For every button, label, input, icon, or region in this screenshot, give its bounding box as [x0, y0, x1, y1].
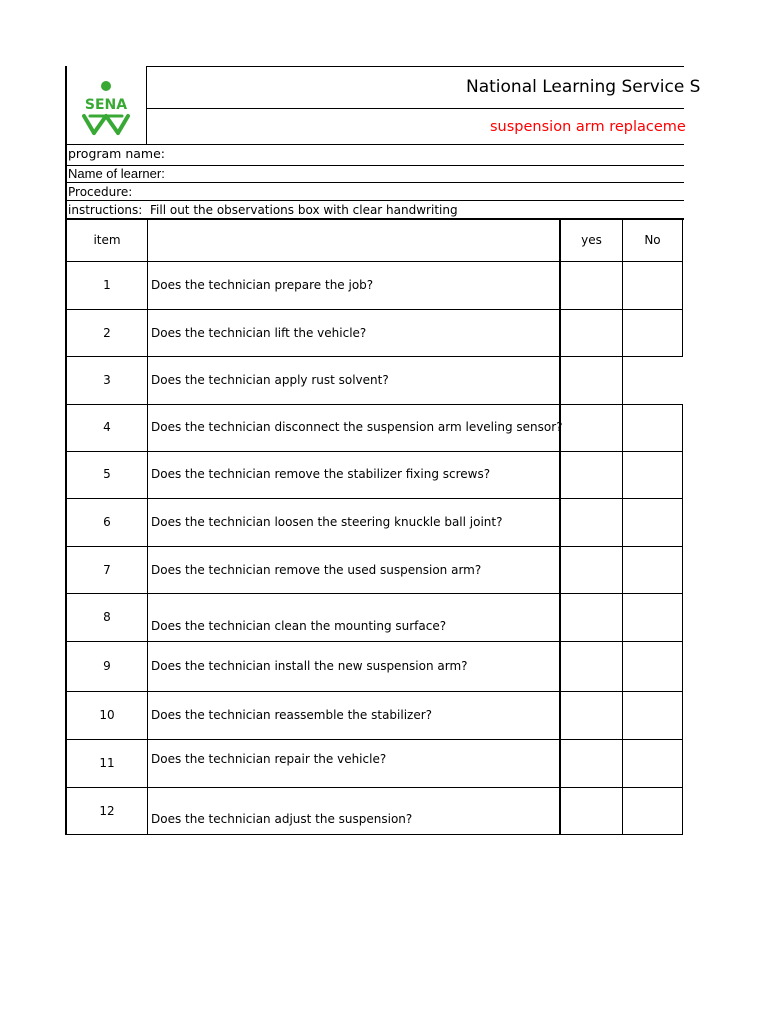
column-header-no: No	[644, 233, 661, 247]
title-divider	[146, 108, 684, 109]
row-yes-cell[interactable]	[561, 262, 622, 309]
row-yes-cell[interactable]	[561, 547, 622, 593]
row-no-cell[interactable]	[623, 594, 682, 641]
row-yes-cell[interactable]	[561, 692, 622, 739]
row-question: Does the technician loosen the steering knuckle ball joint?	[151, 515, 503, 529]
row-question: Does the technician disconnect the suspension arm leveling sensor?	[151, 420, 563, 434]
instructions-line	[65, 218, 684, 220]
sena-logo-icon	[76, 78, 136, 136]
row-line-12	[65, 834, 683, 835]
learner-line	[65, 182, 684, 183]
row-yes-cell[interactable]	[561, 357, 622, 404]
row-question: Does the technician reassemble the stabilizer?	[151, 708, 433, 722]
row-yes-cell[interactable]	[561, 594, 622, 641]
svg-text:SENA: SENA	[84, 97, 128, 113]
row-no-cell[interactable]	[623, 499, 682, 546]
row-item-number: 8	[103, 610, 111, 624]
row-yes-cell[interactable]	[561, 310, 622, 356]
row-question: Does the technician install the new suspension arm?	[151, 659, 468, 673]
row-no-cell[interactable]	[623, 642, 682, 691]
row-no-cell[interactable]	[623, 692, 682, 739]
row-item-number: 7	[103, 563, 111, 577]
instructions-text: Fill out the observations box with clear handwriting	[150, 203, 458, 217]
instructions-label: instructions:	[68, 203, 143, 217]
learner-label: Name of learner:	[68, 166, 165, 181]
column-header-yes: yes	[581, 233, 602, 247]
row-question: Does the technician prepare the job?	[151, 278, 374, 292]
header-bottom-line	[65, 144, 684, 145]
row-no-cell[interactable]	[623, 405, 682, 451]
column-header-item: item	[93, 233, 121, 247]
row-question: Does the technician repair the vehicle?	[151, 752, 387, 766]
row-item-number: 4	[103, 420, 111, 434]
row-yes-cell[interactable]	[561, 405, 622, 451]
row-no-cell[interactable]	[623, 547, 682, 593]
row-no-cell[interactable]	[623, 740, 682, 787]
row-no-cell[interactable]	[623, 452, 682, 498]
procedure-line	[65, 200, 684, 201]
row-yes-cell[interactable]	[561, 740, 622, 787]
document-subtitle: suspension arm replaceme	[490, 119, 686, 135]
row-question: Does the technician adjust the suspension?	[151, 812, 413, 826]
row-item-number: 1	[103, 278, 111, 292]
row-item-number: 11	[99, 756, 115, 770]
row-question: Does the technician remove the used suspension arm?	[151, 563, 482, 577]
procedure-label: Procedure:	[68, 185, 133, 199]
row-yes-cell[interactable]	[561, 642, 622, 691]
no-col-right-bottom	[682, 404, 683, 835]
row-item-number: 6	[103, 515, 111, 529]
program-name-label: program name:	[68, 146, 165, 161]
row-no-cell[interactable]	[623, 357, 682, 404]
row-no-cell[interactable]	[623, 310, 682, 356]
row-item-number: 2	[103, 326, 111, 340]
row-yes-cell[interactable]	[561, 499, 622, 546]
logo-divider	[146, 66, 147, 144]
row-question: Does the technician clean the mounting surface?	[151, 619, 447, 633]
row-question: Does the technician apply rust solvent?	[151, 373, 389, 387]
header-top-line	[146, 66, 684, 67]
row-no-cell[interactable]	[623, 262, 682, 309]
row-no-cell[interactable]	[623, 788, 682, 834]
item-col-divider	[147, 218, 148, 835]
row-item-number: 12	[99, 804, 115, 818]
row-question: Does the technician lift the vehicle?	[151, 326, 367, 340]
row-yes-cell[interactable]	[561, 452, 622, 498]
row-yes-cell[interactable]	[561, 788, 622, 834]
no-col-right-top	[682, 218, 683, 356]
row-item-number: 9	[103, 659, 111, 673]
row-item-number: 10	[99, 708, 115, 722]
row-item-number: 3	[103, 373, 111, 387]
sena-logo	[76, 78, 136, 136]
row-item-number: 5	[103, 467, 111, 481]
row-question: Does the technician remove the stabilizer fixing screws?	[151, 467, 491, 481]
document-title: National Learning Service S	[466, 77, 701, 97]
